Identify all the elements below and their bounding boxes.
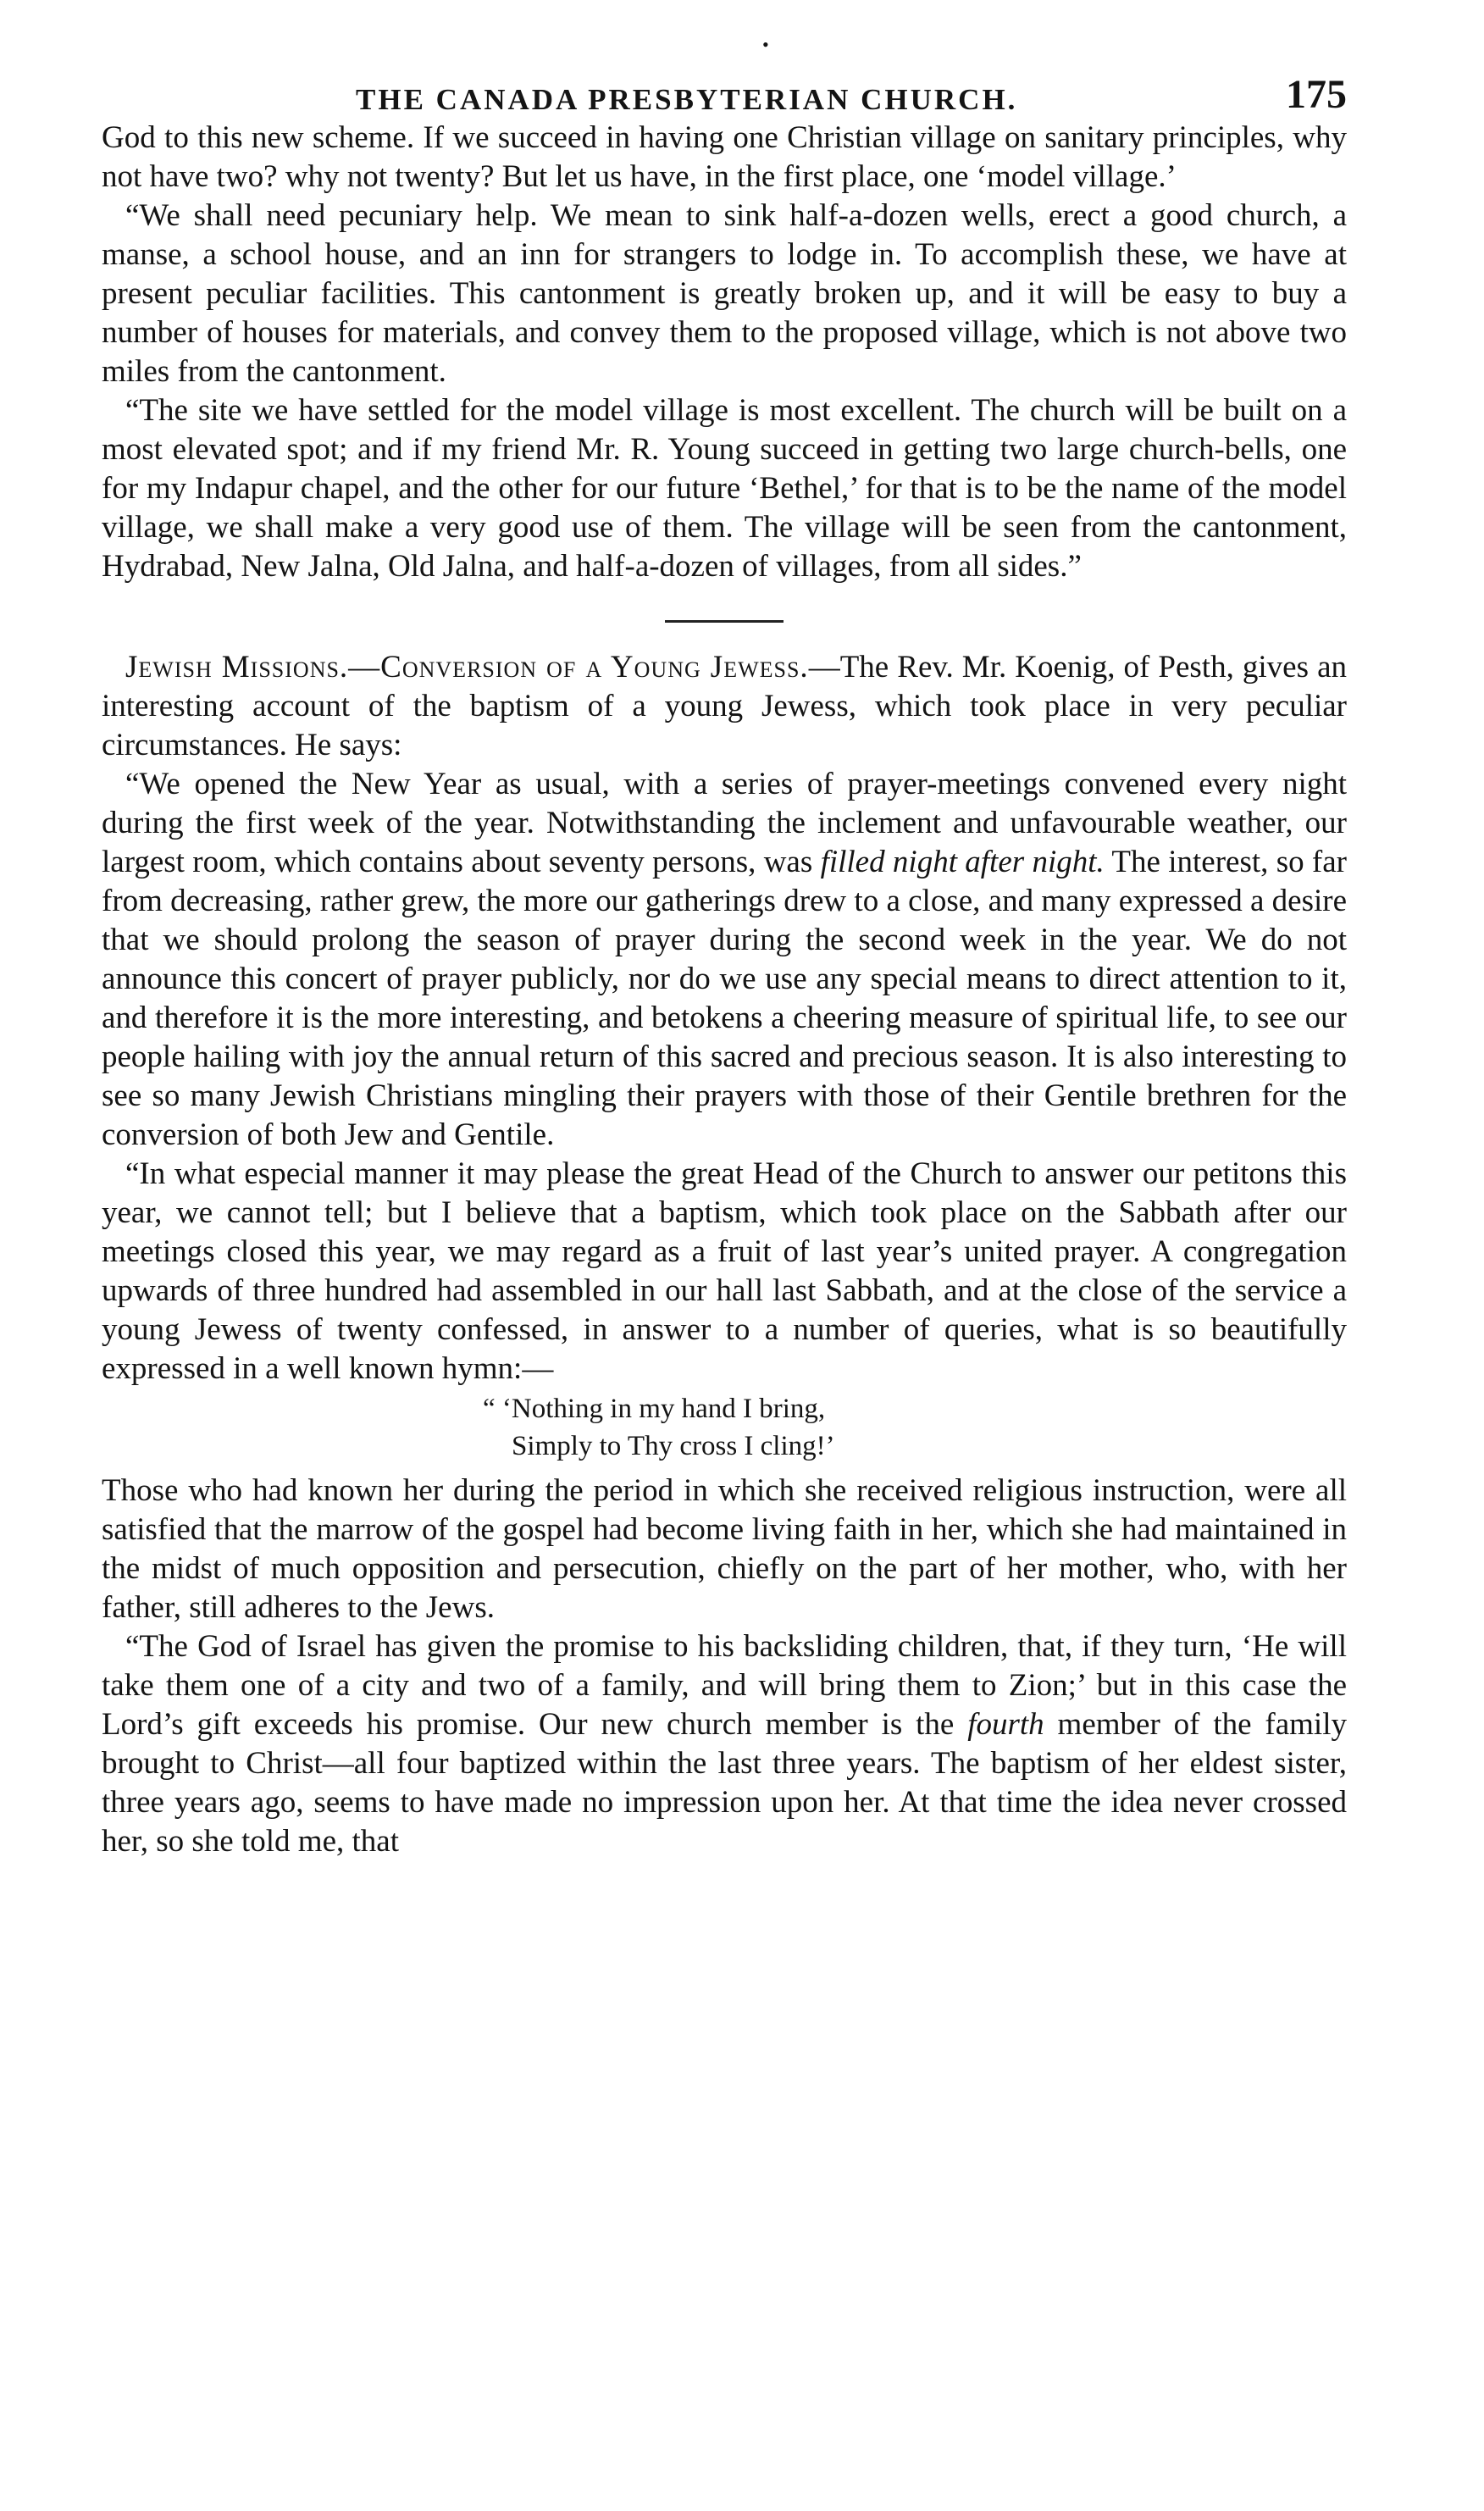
- hymn-line-1: “ ‘Nothing in my hand I bring,: [483, 1394, 826, 1424]
- emphasis-text: filled night after night.: [820, 845, 1105, 879]
- document-page: [102, 34, 1347, 1861]
- section-paragraph-4: [102, 1627, 1347, 1861]
- section-paragraph-2: “In what especial manner it may please the great Head of the Church to answer our petitons this year, we cannot tell; but I believe that a baptism, which took place on the Sabbath after our meetings closed this year, we may regard as a fruit of last year’s united prayer. A congregation upwards of three hundred had assembled in our hall last Sabbath, and at the close of the service a young Jewess of twenty confessed, in answer to a number of queries, what is so beautifully expressed in a well known hymn:—: [102, 1156, 1347, 1386]
- text-run: The interest, so far from decreasing, rather grew, the more our gatherings drew to a close, and many expressed a desire that we should prolong the season of prayer during the second week in the year. We do not announce this concert of prayer publicly, nor do we use any special means to direct attention to it, and therefore it is the more interesting, and betokens a cheering measure of spiritual life, to see our people hailing with joy the annual return of this sacred and precious season. It is also interesting to see so many Jewish Christians mingling their prayers with those of their Gentile brethren for the conversion of both Jew and Gentile.: [102, 845, 1347, 1152]
- paragraph-1: God to this new scheme. If we succeed in having one Christian village on sanitary principles, why not have two? why not twenty? But let us have, in the first place, one ‘model village.’: [102, 120, 1347, 194]
- section-lead: —The Rev. Mr. Koenig, of Pesth, gives an interesting account of the baptism of a young Jewess, which took place in very peculiar circumstances. He says:: [102, 650, 1347, 762]
- page-number: 175: [1286, 72, 1347, 117]
- section-paragraph-3: Those who had known her during the period in which she received religious instruction, were all satisfied that the marrow of the gospel had become living faith in her, which she had maintained in the midst of much opposition and persecution, chiefly on the part of her mother, who, with her father, still adheres to the Jews.: [102, 1473, 1347, 1625]
- article-body: [102, 119, 1347, 1861]
- section-lead-paragraph: [102, 648, 1347, 765]
- header-dot: •: [762, 34, 769, 55]
- emphasis-text: fourth: [967, 1707, 1044, 1742]
- paragraph-2: “We shall need pecuniary help. We mean to sink half-a-dozen wells, erect a good church, a manse, a school house, and an inn for strangers to lodge in. To accomplish these, we have at present peculiar facilities. This cantonment is greatly broken up, and it will be easy to buy a number of houses for materials, and convey them to the proposed village, which is not above two miles from the cantonment.: [102, 198, 1347, 389]
- section-divider: [665, 620, 784, 623]
- running-title: THE CANADA PRESBYTERIAN CHURCH.: [356, 83, 1018, 116]
- hymn-quote: [102, 1390, 1347, 1465]
- text-run: “We opened the New Year as usual, with a series of prayer-meetings convened every night during the first week of the year. Notwithstanding the inclement and unfavourable weather, our largest room, which contains about seventy persons, was: [102, 767, 1347, 879]
- text-run: “The God of Israel has given the promise to his backsliding children, that, if they turn, ‘He will take them one of a city and two of a family, and will bring them to Zion;’ but in this case the Lord’s gift exceeds his promise. Our new church member is the: [102, 1629, 1347, 1742]
- paragraph-3: “The site we have settled for the model village is most excellent. The church will be built on a most elevated spot; and if my friend Mr. R. Young succeed in getting two large church-bells, one for my Indapur chapel, and the other for our future ‘Bethel,’ for that is to be the name of the model village, we shall make a very good use of them. The village will be seen from the cantonment, Hydrabad, New Jalna, Old Jalna, and half-a-dozen of villages, from all sides.”: [102, 393, 1347, 584]
- page-header: [102, 34, 1347, 119]
- section-paragraph-1: [102, 765, 1347, 1155]
- hymn-line-2: Simply to Thy cross I cling!’: [512, 1431, 835, 1461]
- section-heading: Jewish Missions.—Conversion of a Young Jewess.: [125, 650, 809, 685]
- text-run: member of the family brought to Christ—all four baptized within the last three years. The baptism of her eldest sister, three years ago, seems to have made no impression upon her. At that time the idea never crossed her, so she told me, that: [102, 1707, 1347, 1859]
